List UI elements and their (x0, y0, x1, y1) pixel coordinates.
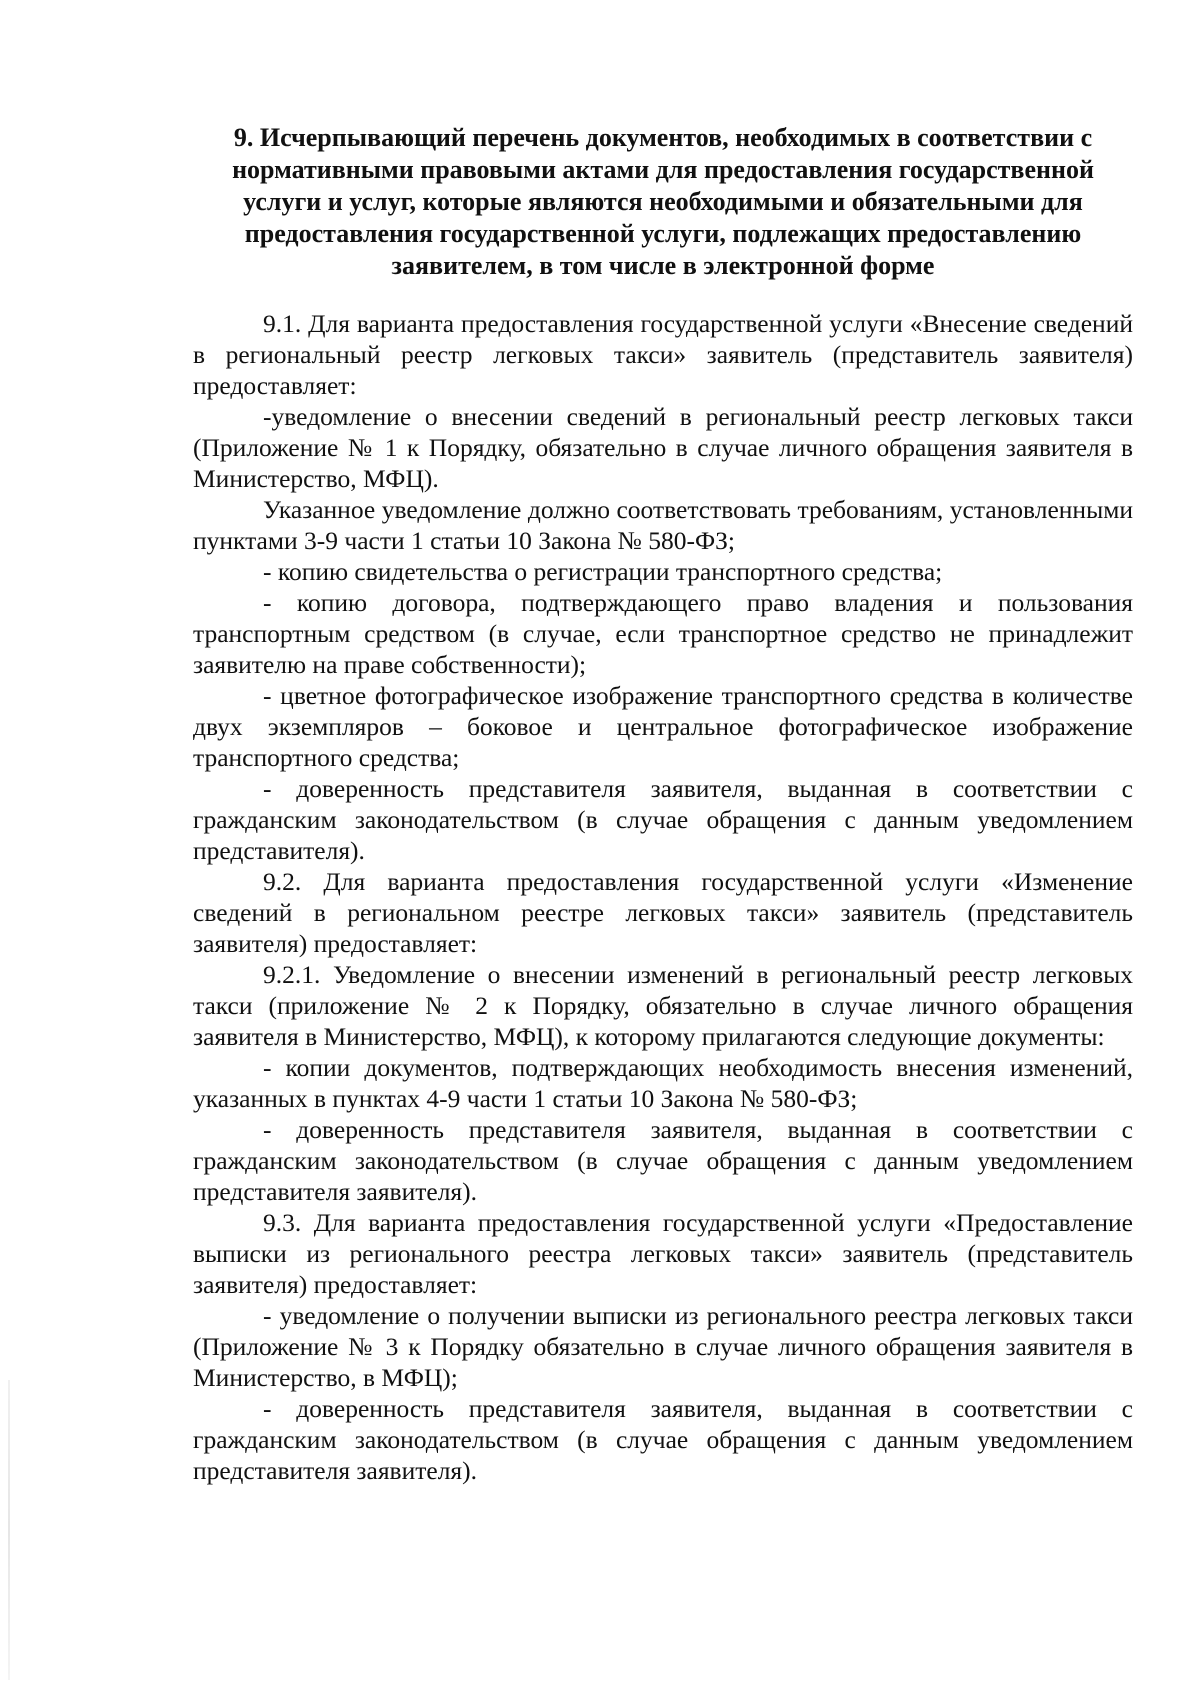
paragraph-9-2-1: 9.2.1. Уведомление о внесении изменений в региональный реестр легковых такси (приложение № 2 к Порядку, обязательно в случае личного обращения заявителя в Министерство, МФЦ), к которому прилагаются следующие документы: (193, 960, 1133, 1051)
document-content (193, 122, 1133, 1486)
paragraph-9-2: 9.2. Для варианта предоставления государственной услуги «Изменение сведений в региональном реестре легковых такси» заявитель (представитель заявителя) предоставляет: (193, 867, 1133, 958)
paragraph-extract-notification: - уведомление о получении выписки из регионального реестра легковых такси (Приложение № 3 к Порядку обязательно в случае личного обращения заявителя в Министерство, в МФЦ); (193, 1301, 1133, 1392)
paragraph-9-3: 9.3. Для варианта предоставления государственной услуги «Предоставление выписки из регионального реестра легковых такси» заявитель (представитель заявителя) предоставляет: (193, 1208, 1133, 1299)
section-heading (193, 122, 1133, 282)
paragraph-power-of-attorney-2: - доверенность представителя заявителя, выданная в соответствии с гражданским законодательством (в случае обращения с данным уведомлением представителя заявителя). (193, 1115, 1133, 1206)
paragraph-photo: - цветное фотографическое изображение транспортного средства в количестве двух экземпляров – боковое и центральное фотографическое изображение транспортного средства; (193, 681, 1133, 772)
heading-line: нормативными правовыми актами для предоставления государственной (232, 155, 1094, 184)
paragraph-power-of-attorney-3: - доверенность представителя заявителя, выданная в соответствии с гражданским законодательством (в случае обращения с данным уведомлением представителя заявителя). (193, 1394, 1133, 1485)
paragraph-notification-entry: -уведомление о внесении сведений в региональный реестр легковых такси (Приложение № 1 к Порядку, обязательно в случае личного обращения заявителя в Министерство, МФЦ). (193, 402, 1133, 493)
paragraph-document-copies: - копии документов, подтверждающих необходимость внесения изменений, указанных в пунктах 4-9 части 1 статьи 10 Закона № 580-ФЗ; (193, 1053, 1133, 1113)
heading-line: услуги и услуг, которые являются необходимыми и обязательными для (243, 187, 1083, 216)
paragraph-power-of-attorney-1: - доверенность представителя заявителя, выданная в соответствии с гражданским законодательством (в случае обращения с данным уведомлением представителя). (193, 774, 1133, 865)
paragraph-9-1: 9.1. Для варианта предоставления государственной услуги «Внесение сведений в региональный реестр легковых такси» заявитель (представитель заявителя) предоставляет: (193, 309, 1133, 400)
scan-edge-mark (8, 1380, 10, 1680)
paragraph-contract-copy: - копию договора, подтверждающего право владения и пользования транспортным средством (в случае, если транспортное средство не принадлежит заявителю на праве собственности); (193, 588, 1133, 679)
heading-line: заявителем, в том числе в электронной форме (391, 251, 935, 280)
paragraph-notification-requirements: Указанное уведомление должно соответствовать требованиям, установленными пунктами 3-9 части 1 статьи 10 Закона № 580-ФЗ; (193, 495, 1133, 555)
heading-line: 9. Исчерпывающий перечень документов, необходимых в соответствии с (233, 123, 1093, 152)
paragraph-registration-copy: - копию свидетельства о регистрации транспортного средства; (263, 557, 943, 586)
heading-line: предоставления государственной услуги, подлежащих предоставлению (244, 219, 1082, 248)
